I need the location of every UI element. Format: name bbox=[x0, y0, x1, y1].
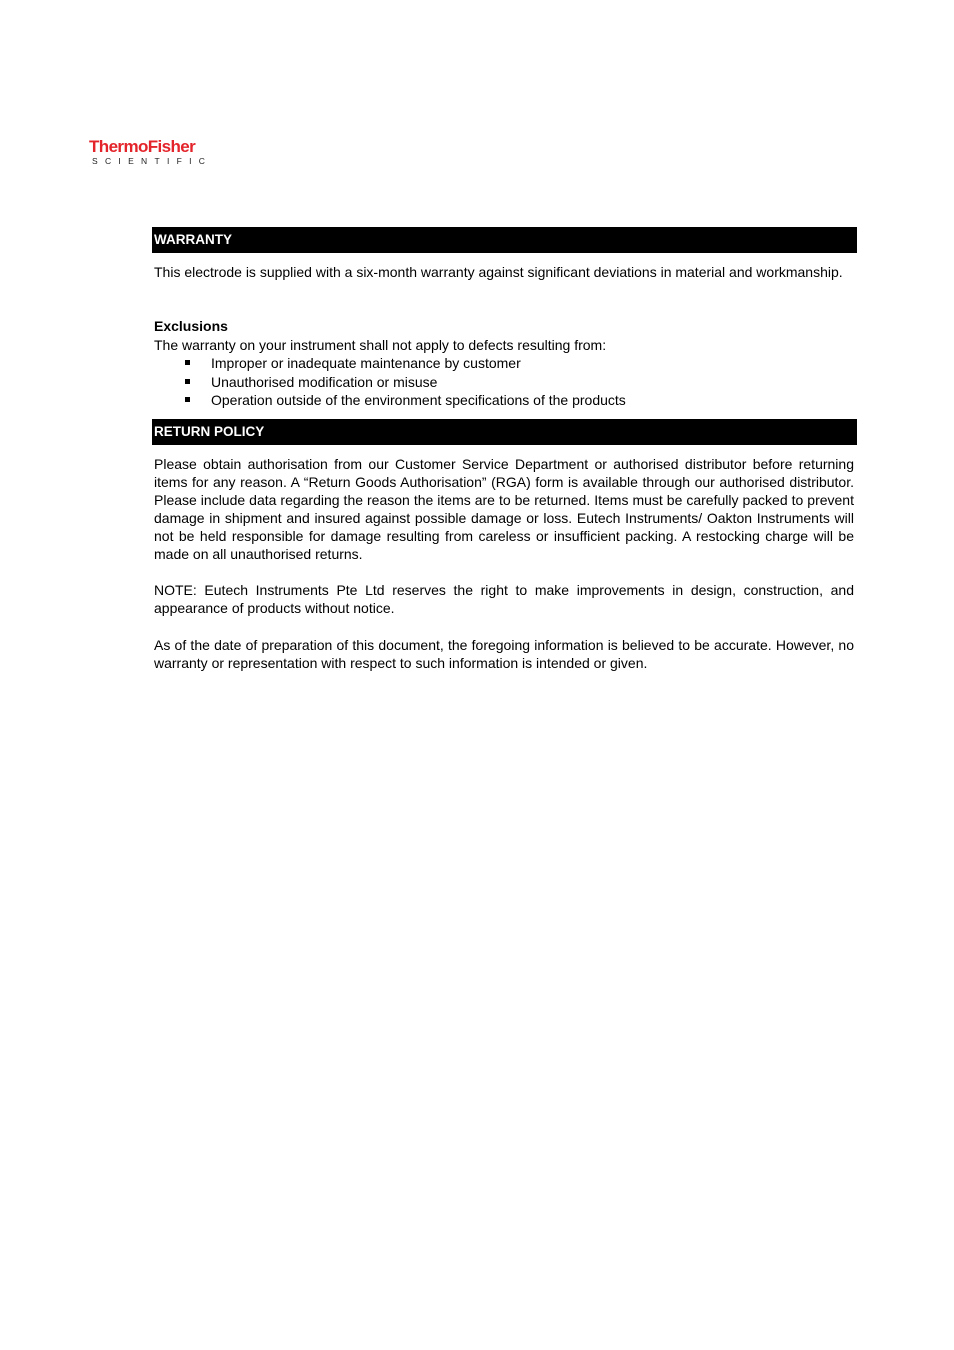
square-bullet-icon bbox=[185, 360, 190, 365]
logo-subtitle: SCIENTIFIC bbox=[92, 156, 213, 166]
return-policy-text: Please obtain authorisation from our Customer Service Department or authorised distributor before returning items for any reason. A “Return Goods Authorisation” (RGA) form is available through our authorised distributor. Please include data regarding the reason the items are to be returned. Items must be carefully packed to prevent damage in shipment and insured against possible damage or loss. Eutech Instruments/ Oakton Instruments will not be held responsible for damage resulting from careless or insufficient packing. A restocking charge will be made on all unauthorised returns. bbox=[154, 456, 854, 562]
exclusions-heading: Exclusions bbox=[154, 318, 228, 334]
list-item bbox=[154, 354, 854, 373]
square-bullet-icon bbox=[185, 379, 190, 384]
list-item bbox=[154, 373, 854, 392]
return-policy-note: NOTE: Eutech Instruments Pte Ltd reserves the right to make improvements in design, construction, and appearance of products without notice. bbox=[154, 582, 854, 616]
thermo-fisher-logo bbox=[89, 137, 213, 168]
list-item bbox=[154, 391, 854, 410]
exclusion-text: Operation outside of the environment specifications of the products bbox=[211, 392, 626, 408]
return-policy-disclaimer: As of the date of preparation of this document, the foregoing information is believed to be accurate. However, no warranty or representation with respect to such information is intended or given. bbox=[154, 637, 854, 671]
exclusion-text: Improper or inadequate maintenance by customer bbox=[211, 355, 521, 371]
return-policy-heading: RETURN POLICY bbox=[152, 419, 857, 445]
square-bullet-icon bbox=[185, 397, 190, 402]
exclusion-text: Unauthorised modification or misuse bbox=[211, 373, 438, 390]
exclusions-intro: The warranty on your instrument shall not apply to defects resulting from: bbox=[154, 337, 607, 353]
warranty-heading: WARRANTY bbox=[152, 227, 857, 253]
exclusions-list bbox=[154, 354, 854, 410]
logo-wordmark: ThermoFisher bbox=[89, 137, 196, 156]
warranty-text: This electrode is supplied with a six-month warranty against significant deviations in material and workmanship. bbox=[154, 264, 843, 280]
